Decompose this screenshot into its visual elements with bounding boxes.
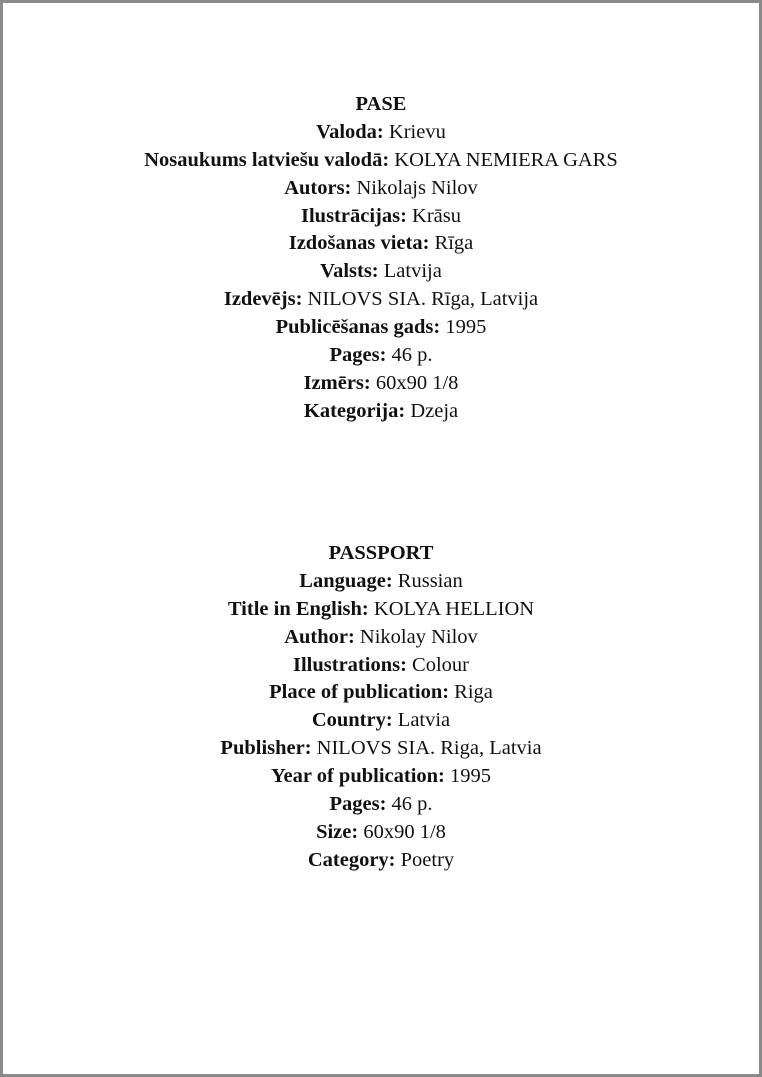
passport-row-publisher: [6, 735, 756, 763]
pase-row-autors: [6, 175, 756, 203]
field-label: Valsts:: [320, 260, 379, 283]
pase-row-valsts: [6, 258, 756, 286]
passport-row-place: [6, 679, 756, 707]
pase-row-valoda: [6, 119, 756, 147]
field-value: 1995: [445, 316, 487, 339]
field-label: Place of publication:: [269, 681, 450, 704]
field-value: 60x90 1/8: [375, 371, 459, 394]
field-label: Pages:: [329, 793, 387, 816]
field-label: Category:: [307, 848, 396, 871]
field-label: Year of publication:: [270, 765, 445, 788]
field-label: Publicēšanas gads:: [275, 316, 441, 339]
field-label: Kategorija:: [303, 399, 406, 422]
field-label: Izdevējs:: [223, 288, 303, 311]
passport-row-size: [6, 819, 756, 847]
pase-row-kategorija: [6, 398, 756, 426]
field-value: Russian: [397, 569, 463, 592]
field-label: Publisher:: [220, 737, 312, 760]
passport-row-category: [6, 847, 756, 875]
field-value: 46 p.: [391, 344, 433, 367]
passport-row-country: [6, 707, 756, 735]
field-value: Nikolay Nilov: [359, 625, 478, 648]
pase-row-pages: [6, 342, 756, 370]
field-label: Language:: [299, 569, 393, 592]
field-value: Krāsu: [412, 204, 461, 227]
field-value: Colour: [412, 653, 469, 676]
passport-row-author: [6, 624, 756, 652]
field-label: Size:: [316, 820, 359, 843]
field-value: 46 p.: [391, 793, 433, 816]
field-value: KOLYA NEMIERA GARS: [394, 148, 618, 171]
passport-row-year: [6, 763, 756, 791]
field-label: Title in English:: [227, 597, 369, 620]
field-label: Izdošanas vieta:: [288, 232, 430, 255]
field-value: Dzeja: [410, 399, 459, 422]
pase-row-izdosanas-vieta: [6, 230, 756, 258]
field-label: Valoda:: [316, 120, 384, 143]
field-value: Poetry: [400, 848, 455, 871]
field-label: Pages:: [329, 344, 387, 367]
pase-row-ilustracijas: [6, 203, 756, 231]
field-value: NILOVS SIA. Rīga, Latvija: [307, 288, 539, 311]
field-label: Autors:: [284, 176, 352, 199]
field-value: KOLYA HELLION: [373, 597, 535, 620]
field-label: Nosaukums latviešu valodā:: [144, 148, 390, 171]
field-label: Author:: [284, 625, 355, 648]
pase-row-izmers: [6, 370, 756, 398]
field-value: 1995: [450, 765, 491, 788]
field-value: Nikolajs Nilov: [356, 176, 478, 199]
passport-row-title: [6, 596, 756, 624]
pase-row-publicesanas-gads: [6, 314, 756, 342]
passport-row-pages: [6, 791, 756, 819]
passport-title: PASSPORT: [328, 542, 434, 564]
passport-row-language: [6, 568, 756, 596]
field-value: 60x90 1/8: [363, 820, 446, 843]
field-value: NILOVS SIA. Riga, Latvia: [316, 737, 542, 760]
field-value: Latvia: [397, 709, 451, 732]
field-value: Riga: [454, 681, 493, 704]
pase-title: PASE: [355, 93, 407, 115]
field-label: Ilustrācijas:: [301, 204, 407, 227]
field-label: Country:: [311, 709, 393, 732]
field-value: Rīga: [434, 232, 474, 255]
passport-row-illustrations: [6, 652, 756, 680]
passport-section: [6, 540, 756, 875]
field-value: Latvija: [383, 260, 442, 283]
field-value: Krievu: [388, 120, 446, 143]
pase-row-izdevejs: [6, 286, 756, 314]
field-label: Izmērs:: [303, 371, 371, 394]
pase-row-nosaukums: [6, 147, 756, 175]
field-label: Illustrations:: [293, 653, 407, 676]
pase-section: [6, 91, 756, 426]
